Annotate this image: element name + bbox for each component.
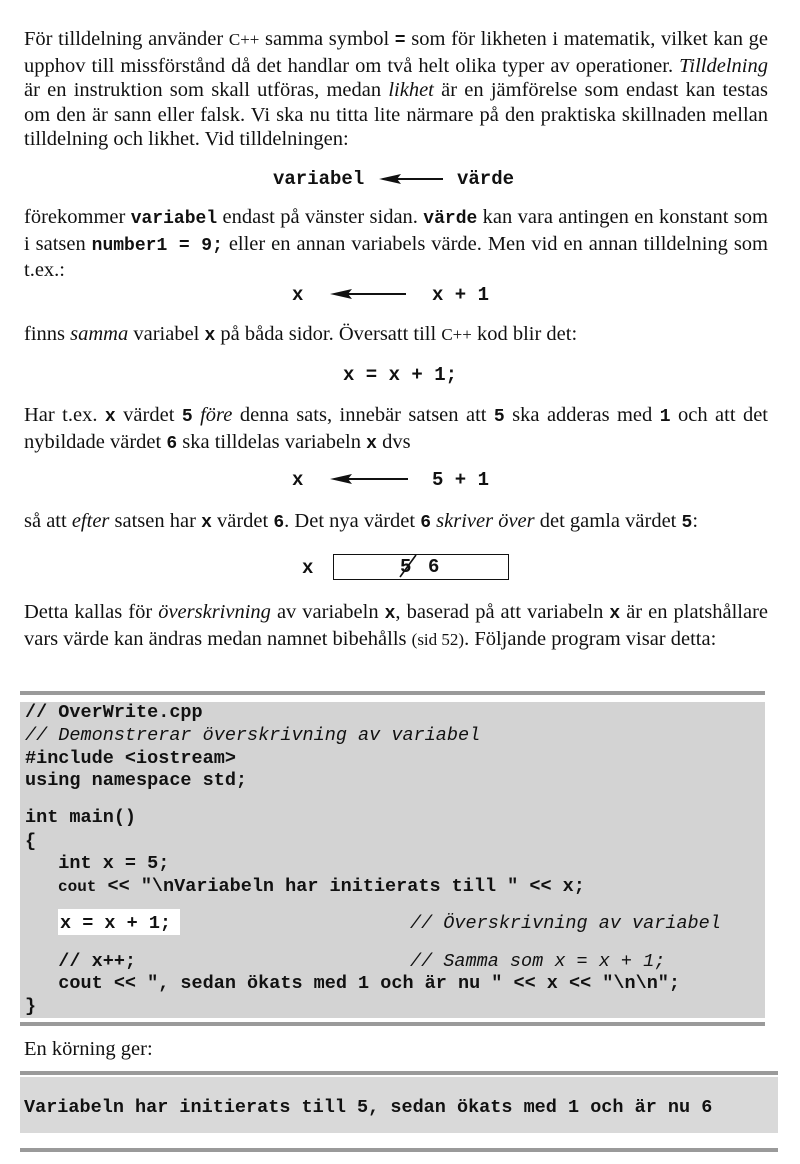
code-line: cout << "\nVariabeln har initierats till " << x;: [58, 876, 585, 897]
diagram-variabel-label: variabel: [273, 168, 365, 190]
code-line-highlighted: x = x + 1;: [60, 913, 172, 934]
strike-icon: [397, 553, 419, 579]
code-comment: // Överskrivning av variabel: [410, 913, 721, 934]
paragraph-variabel: förekommer variabel endast på vänster sidan. värde kan vara antingen en konstant som i satsen number1 = 9; eller en annan variabels värde. Men vid en annan tilldelning som t.ex.:: [24, 206, 768, 281]
code-line: cout << ", sedan ökats med 1 och är nu " << x << "\n\n";: [25, 973, 681, 994]
code-line: {: [25, 831, 37, 852]
paragraph-fore: Har t.ex. x värdet 5 före denna sats, innebär satsen att 5 ska adderas med 1 och att det nybildade värdet 6 ska tilldelas variabeln x dvs: [24, 404, 769, 454]
code-line: // x++;: [25, 951, 137, 972]
code-line: int x = 5;: [25, 853, 170, 874]
code-rule-bottom: [20, 1022, 765, 1026]
diagram2-right: x + 1: [432, 284, 490, 306]
paragraph-intro: För tilldelning använder C++ samma symbol = som för likheten i matematik, vilket kan ge upphov till missförstånd då det handlar om två helt olika typer av operationer. Tilldelning är en instruktion som skall utföras, medan likhet är en jämförelse som endast kan testas om den är sann eller falsk. Vi ska nu titta lite närmare på den praktiska skillnaden mellan tilldelning och likhet. Vid tilldelningen:: [24, 28, 769, 150]
memory-new-value: 6: [428, 556, 440, 578]
code-line: #include <iostream>: [25, 748, 236, 769]
output-rule-bottom: [20, 1148, 778, 1152]
memory-cell: [333, 554, 509, 580]
code-line: using namespace std;: [25, 770, 248, 791]
output-rule-top: [20, 1071, 778, 1075]
memory-old-value: 5: [400, 556, 412, 578]
code-line: int main(): [25, 807, 137, 828]
code-line: }: [25, 996, 37, 1017]
arrow-left-icon: [330, 472, 410, 486]
diagram3-right: 5 + 1: [432, 469, 490, 491]
code-comment: // Samma som x = x + 1;: [410, 951, 666, 972]
memory-label: x: [302, 557, 314, 579]
diagram-varde-label: värde: [457, 168, 515, 190]
paragraph-korning: En körning ger:: [24, 1038, 153, 1060]
arrow-left-icon: [330, 287, 408, 301]
paragraph-efter: så att efter satsen har x värdet 6. Det nya värdet 6 skriver över det gamla värdet 5:: [24, 510, 699, 533]
diagram2-left: x: [292, 284, 304, 306]
arrow-left-icon: [379, 172, 445, 186]
code-line: // OverWrite.cpp: [25, 702, 203, 723]
statement-x-plus-one: x = x + 1;: [342, 364, 458, 386]
program-output-text: Variabeln har initierats till 5, sedan ökats med 1 och är nu 6: [24, 1097, 713, 1118]
paragraph-samma: finns samma variabel x på båda sidor. Översatt till C++ kod blir det:: [24, 323, 578, 346]
diagram3-left: x: [292, 469, 304, 491]
code-comment-line: // Demonstrerar överskrivning av variabel: [25, 725, 481, 746]
code-rule-top: [20, 691, 765, 695]
paragraph-overskrivning: Detta kallas för överskrivning av variabeln x, baserad på att variabeln x är en platshållare vars värde kan ändras medan namnet bibehålls (sid 52). Följande program visar detta:: [24, 601, 768, 650]
